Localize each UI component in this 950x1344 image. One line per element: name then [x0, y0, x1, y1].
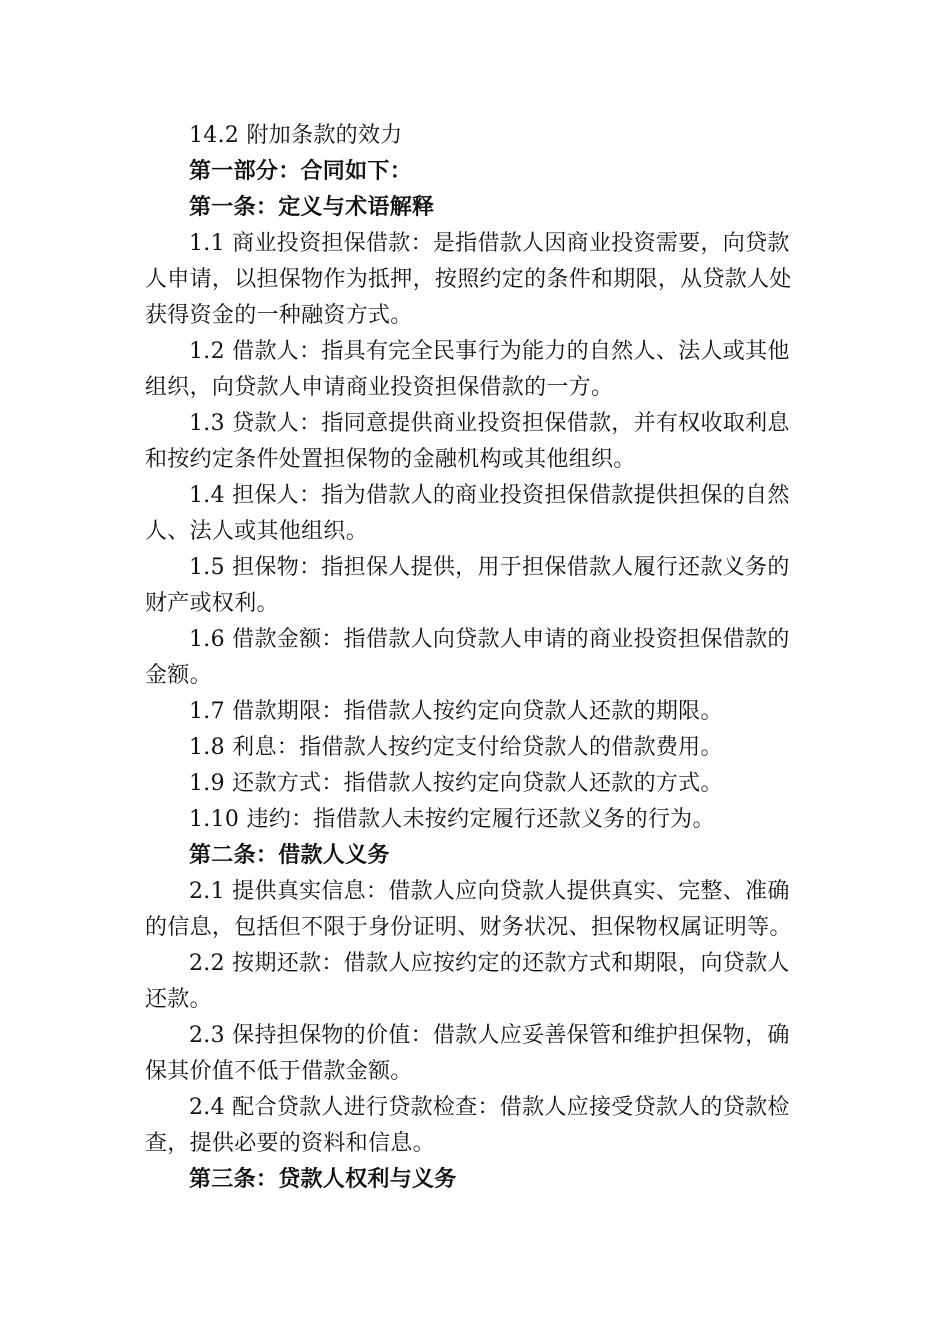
clause-1-3-line-2: 和按约定条件处置担保物的金融机构或其他组织。 — [145, 447, 636, 472]
clause-1-6-line-1: 1.6 借款金额：指借款人向贷款人申请的商业投资担保借款的 — [189, 627, 790, 652]
part-one-heading: 第一部分：合同如下： — [189, 159, 413, 184]
clause-2-1-line-2: 的信息，包括但不限于身份证明、财务状况、担保物权属证明等。 — [145, 915, 792, 940]
clause-1-6-line-2: 金额。 — [145, 663, 212, 688]
clause-1-8-line: 1.8 利息：指借款人按约定支付给贷款人的借款费用。 — [189, 735, 723, 760]
clause-1-9-line: 1.9 还款方式：指借款人按约定向贷款人还款的方式。 — [189, 771, 723, 796]
clause-1-2-line-1: 1.2 借款人：指具有完全民事行为能力的自然人、法人或其他 — [189, 339, 790, 364]
clause-1-10-line: 1.10 违约：指借款人未按约定履行还款义务的行为。 — [189, 807, 715, 832]
clause-2-3-line-1: 2.3 保持担保物的价值：借款人应妥善保管和维护担保物，确 — [189, 1023, 790, 1048]
clause-1-4-line-1: 1.4 担保人：指为借款人的商业投资担保借款提供担保的自然 — [189, 483, 790, 508]
clause-1-1-line-2: 人申请，以担保物作为抵押，按照约定的条件和期限，从贷款人处 — [145, 267, 792, 292]
article-one-heading: 第一条：定义与术语解释 — [189, 195, 435, 220]
clause-2-2-line-2: 还款。 — [145, 987, 212, 1012]
clause-1-4-line-2: 人、法人或其他组织。 — [145, 519, 369, 544]
clause-1-1-line-3: 获得资金的一种融资方式。 — [145, 303, 413, 328]
clause-1-1-line-1: 1.1 商业投资担保借款：是指借款人因商业投资需要，向贷款 — [189, 231, 790, 256]
clause-1-5-line-2: 财产或权利。 — [145, 591, 279, 616]
clause-2-4-line-2: 查，提供必要的资料和信息。 — [145, 1131, 435, 1156]
clause-2-1-line-1: 2.1 提供真实信息：借款人应向贷款人提供真实、完整、准确 — [189, 879, 790, 904]
clause-1-7-line: 1.7 借款期限：指借款人按约定向贷款人还款的期限。 — [189, 699, 723, 724]
clause-1-2-line-2: 组织，向贷款人申请商业投资担保借款的一方。 — [145, 375, 614, 400]
clause-2-3-line-2: 保其价值不低于借款金额。 — [145, 1059, 413, 1084]
clause-1-3-line-1: 1.3 贷款人：指同意提供商业投资担保借款，并有权收取利息 — [189, 411, 790, 436]
article-two-heading: 第二条：借款人义务 — [189, 843, 390, 868]
clause-2-4-line-1: 2.4 配合贷款人进行贷款检查：借款人应接受贷款人的贷款检 — [189, 1095, 790, 1120]
clause-2-2-line-1: 2.2 按期还款：借款人应按约定的还款方式和期限，向贷款人 — [189, 951, 790, 976]
clause-1-5-line-1: 1.5 担保物：指担保人提供，用于担保借款人履行还款义务的 — [189, 555, 790, 580]
article-three-heading: 第三条：贷款人权利与义务 — [189, 1167, 457, 1192]
document-page — [145, 118, 807, 1198]
clause-14-2-line: 14.2 附加条款的效力 — [189, 123, 403, 148]
